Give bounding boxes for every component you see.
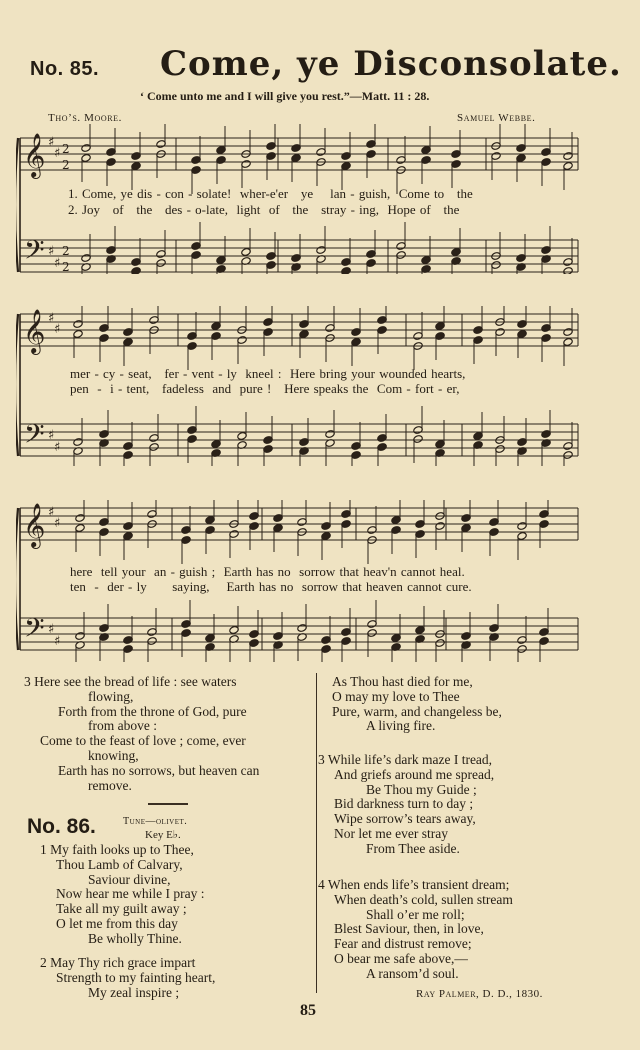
sharp-sign: ♯ <box>48 244 55 259</box>
section-divider <box>148 803 188 805</box>
sharp-sign: ♯ <box>48 311 55 326</box>
verse-line: O bear me safe above,— <box>334 950 468 966</box>
sharp-sign: ♯ <box>54 322 61 337</box>
verse-line: Be wholly Thine. <box>88 930 182 946</box>
time-signature: 2 <box>62 142 70 156</box>
verse-line: 2 May Thy rich grace impart <box>40 955 196 970</box>
verse-line: Wipe sorrow’s tears away, <box>334 811 476 827</box>
verse-line: Fear and distrust remove; <box>334 936 472 952</box>
lyric-line: pen - i - tent, fadeless and pure ! Here speaks the Com - fort - er, <box>70 381 460 396</box>
treble-clef: 𝄞 <box>23 503 46 547</box>
treble-clef: 𝄞 <box>23 309 46 353</box>
verse-line: Pure, warm, and changeless be, <box>332 703 502 719</box>
verse-line: O let me from this day <box>56 915 178 931</box>
lyric-line: mer - cy - seat, fer - vent - ly kneel : Here bring your wounded hearts, <box>70 366 466 381</box>
verse-line: Forth from the throne of God, pure <box>58 703 247 719</box>
hymn-number: No. 86. <box>27 815 96 838</box>
verse-line: flowing, <box>88 688 134 704</box>
scripture-epigraph: ‘ Come unto me and I will give you rest.”—Matt. 11 : 28. <box>140 89 430 103</box>
bass-clef: 𝄢 <box>24 418 45 456</box>
verse-line: from above : <box>88 718 157 734</box>
verse-3 <box>318 753 494 857</box>
brace <box>16 508 18 650</box>
verse-line: As Thou hast died for me, <box>332 674 473 689</box>
hymn-author-credit: Ray Palmer, D. D., 1830. <box>416 988 543 1000</box>
verse-line: Bid darkness turn to day ; <box>334 796 474 812</box>
verse-line: Saviour divine, <box>88 871 171 887</box>
verse-line: Be Thou my Guide ; <box>366 781 477 797</box>
brace <box>16 314 18 456</box>
time-signature: 2 <box>62 260 70 274</box>
lyricist-credit: Tho’s. Moore. <box>48 112 122 124</box>
verse-line: When death’s cold, sullen stream <box>334 891 513 907</box>
verse-line: Blest Saviour, then, in love, <box>334 921 484 937</box>
sharp-sign: ♯ <box>48 505 55 520</box>
verse-line: My zeal inspire ; <box>88 984 180 1000</box>
brace <box>16 138 18 272</box>
verse-line: 1 My faith looks up to Thee, <box>40 842 194 857</box>
verse-2-continued <box>332 675 502 734</box>
lyric-line: 2. Joy of the des - o-late, light of the stray - ing, Hope of the <box>68 202 460 217</box>
page-number: 85 <box>300 1002 316 1019</box>
hymn-title: Come, ye Disconsolate. <box>160 44 622 84</box>
verse-3 <box>24 675 259 793</box>
sharp-sign: ♯ <box>54 146 61 161</box>
treble-clef: 𝄞 <box>23 133 46 177</box>
verse-4 <box>318 878 513 982</box>
verse-line: From Thee aside. <box>366 840 460 856</box>
verse-line: Earth has no sorrows, but heaven can <box>58 762 260 778</box>
verse-line: 3 Here see the bread of life : see waters <box>24 674 237 689</box>
verse-1 <box>40 843 204 947</box>
lyric-line: ten - der - ly saying, Earth has no sorrow that heaven cannot cure. <box>70 579 472 594</box>
verse-2 <box>40 956 215 1000</box>
sharp-sign: ♯ <box>48 428 55 443</box>
time-signature: 2 <box>62 244 70 258</box>
tune-name: Tune—olivet. <box>123 816 188 827</box>
verse-line: Strength to my fainting heart, <box>56 969 216 985</box>
lyric-line: 1. Come, ye dis - con - solate! wher-e'er ye lan - guish, Come to the <box>68 186 473 201</box>
composer-credit: Samuel Webbe. <box>457 112 536 124</box>
verse-line: O may my love to Thee <box>332 688 460 704</box>
sharp-sign: ♯ <box>48 135 55 150</box>
verse-line: Come to the feast of love ; come, ever <box>40 733 246 749</box>
sharp-sign: ♯ <box>54 516 61 531</box>
verse-line: 3 While life’s dark maze I tread, <box>318 752 493 767</box>
column-divider <box>316 673 317 993</box>
sharp-sign: ♯ <box>54 634 61 649</box>
lyric-line: here tell your an - guish ; Earth has no sorrow that heav'n cannot heal. <box>70 564 465 579</box>
key-signature-note: Key E♭. <box>145 829 181 841</box>
verse-line: knowing, <box>88 747 139 763</box>
verse-line: Now hear me while I pray : <box>56 886 205 902</box>
sharp-sign: ♯ <box>54 256 61 271</box>
verse-line: remove. <box>88 777 132 793</box>
verse-line: 4 When ends life’s transient dream; <box>318 877 510 892</box>
time-signature: 2 <box>62 158 70 172</box>
verse-line: Shall o’er me roll; <box>366 906 465 922</box>
verse-line: Nor let me ever stray <box>334 825 448 841</box>
bass-clef: 𝄢 <box>24 612 45 650</box>
sharp-sign: ♯ <box>54 440 61 455</box>
verse-line: A ransom’d soul. <box>366 965 459 981</box>
verse-line: And griefs around me spread, <box>334 766 495 782</box>
sharp-sign: ♯ <box>48 622 55 637</box>
hymn-number: No. 85. <box>30 58 100 80</box>
verse-line: Take all my guilt away ; <box>56 901 187 917</box>
verse-line: A living fire. <box>366 718 436 734</box>
verse-line: Thou Lamb of Calvary, <box>56 856 183 872</box>
bass-clef: 𝄢 <box>24 234 45 272</box>
